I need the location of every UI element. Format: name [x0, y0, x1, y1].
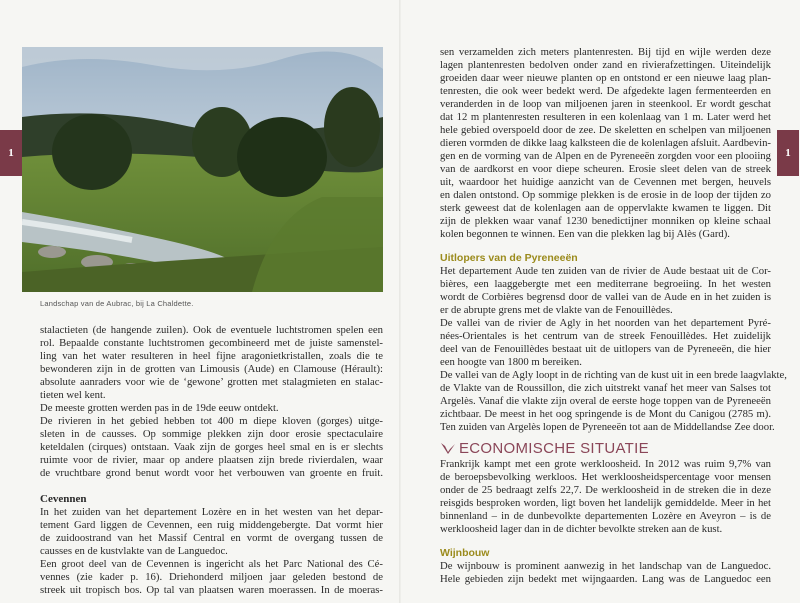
- text-line: een hoogte van 1800 m bereiken.: [440, 356, 582, 368]
- text-line: zichtbaar. De meest in het oog springende is de Mont du Canigou (2785 m).: [440, 408, 771, 420]
- text-line: streek uit tropisch bos. Op tal van plaatsen waren moerassen. In de moeras-: [40, 584, 383, 596]
- text-line: causses en de kustvlakte van de Languedoc.: [40, 545, 228, 557]
- paragraph: [440, 560, 771, 586]
- text-line: gen en de vorming van de Alpen en de Pyreneeën zorgden voor een plooiing: [440, 150, 771, 162]
- text-line: van de aardkorst en voor diepe scheuren. Erosie sleet delen van de streek: [440, 163, 771, 175]
- text-line: sleten in de causses. Op sommige plekken zijn door erosie spectaculaire: [40, 428, 383, 440]
- text-line: sen verzamelden zich meters plantenresten. Bij tijd en wijle werden deze: [440, 46, 771, 58]
- chapter-tab-left: [0, 130, 22, 176]
- text-line: Frankrijk kampt met een grote werkloosheid. In 2012 was ruim 9,7% van: [440, 458, 771, 470]
- text-line: veranderden in de loop van miljoenen jaren in steenkool. Er wordt geschat: [440, 98, 771, 110]
- text-line: rol. Bepaalde constante luchtstromen gecombineerd met de juiste samenstel-: [40, 337, 383, 349]
- chapter-number: 1: [785, 147, 791, 159]
- text-line: tieten wel kent.: [40, 389, 106, 401]
- text-line: de Vlakte van de Roussillon, die zich uitstrekt vanaf het meer van Salses tot: [440, 382, 771, 394]
- text-line: groeiden daar weer nieuwe planten op en ontstond er een nieuwe laag plan-: [440, 72, 771, 84]
- section-heading: [440, 440, 771, 458]
- text-line: bewonderen zijn in de grotten van Limousis (Aude) en Clamouse (Hérault):: [40, 363, 383, 375]
- right-text-column: [440, 46, 787, 586]
- paragraph: [40, 415, 383, 480]
- bird-logo-icon: [440, 441, 456, 457]
- text-line: tenresten, die ook weer bedekt werd. De afgedekte lagen fermenteerden en: [440, 85, 771, 97]
- heading-text: Uitlopers van de Pyreneeën: [440, 252, 578, 264]
- text-line: uit, waardoor het huidige aanzicht van de Cevennen met bergen, heuvels: [440, 176, 771, 188]
- text-line: kolen begonnen te winnen. Een van die plekken lag bij Alès (Gard).: [440, 228, 730, 240]
- text-line: Argelès. Vanaf die vlakte zijn overal de eerste hoge toppen van de Pyreneeën: [440, 395, 771, 407]
- chapter-tab-right: [777, 130, 799, 176]
- text-line: lagen plantenresten bedolven onder zand en rivierafzettingen. Uiteindelijk: [440, 59, 771, 71]
- text-line: binnenland – in de dunbevolkte departementen Lozère en Aveyron – is de: [440, 510, 771, 522]
- paragraph: [40, 558, 383, 597]
- left-text-column: [40, 324, 383, 597]
- text-line: de beroepsbevolking werkloos. Het werkloosheidspercentage voor mensen: [440, 471, 771, 483]
- paragraph: [440, 317, 771, 369]
- paragraph: [40, 402, 383, 415]
- text-line: keteldalen (cirques) ontstaan. Vaak zijn de gorges heel smal en is er slechts: [40, 441, 383, 453]
- text-line: vennes (zie kader p. 16). Driehonderd miljoen jaar geleden bestond de: [40, 571, 383, 583]
- text-line: sterk geweest dat de kolenlagen aan de oppervlakte kwamen te liggen. Dit: [440, 202, 771, 214]
- paragraph: [440, 46, 771, 241]
- chapter-number: 1: [8, 147, 14, 159]
- text-line: hele gebied overspoeld door de zee. De skeletten en schelpen van miljoenen: [440, 124, 771, 136]
- text-line: wordt de Corbières begrensd door de vallei van de Aude en in het zuiden is: [440, 291, 771, 303]
- text-line: stalactieten (de hangende zuilen). Ook de eventuele luchtstromen spelen een: [40, 324, 383, 336]
- text-line: absolute aanraders voor wie de ‘gewone’ grotten met stalagmieten en stalac-: [40, 376, 383, 388]
- paragraph: [440, 458, 771, 536]
- landscape-photo: [22, 47, 383, 292]
- paragraph: [40, 324, 383, 402]
- paragraph: [440, 369, 787, 434]
- text-line: deel van de Fenouillèdes bestaat uit de uitlopers van de Pyreneeën, die hier: [440, 343, 771, 355]
- text-line: tement Gard liggen de Cevennen, een ruig middengebergte. Dat vormt hier: [40, 519, 383, 531]
- text-line: Het departement Aude ten zuiden van de rivier de Aude bestaat uit de Cor-: [440, 265, 771, 277]
- text-line: bières, een laaggebergte met een mediterrane begroeiing. In het westen: [440, 278, 771, 290]
- text-line: De meeste grotten werden pas in de 19de eeuw ontdekt.: [40, 402, 279, 414]
- text-line: Ten zuiden van Argelès lopen de Pyreneeën tot aan de Middellandse Zee door.: [440, 421, 775, 433]
- heading-text: Cevennen: [40, 493, 87, 505]
- text-line: De vallei van de Agly loopt in de richting van de kust uit in een brede laagvlakte,: [440, 369, 787, 381]
- text-line: De wijnbouw is prominent aanwezig in het landschap van de Languedoc.: [440, 560, 771, 572]
- section-heading: [40, 492, 383, 506]
- text-line: De rivieren in het gebied hebben tot 400 m diepe kloven (gorges) uitge-: [40, 415, 383, 427]
- text-line: de zuidoostrand van het Massif Central en vormt de overgang tussen de: [40, 532, 383, 544]
- text-line: reisgids besproken worden, ligt boven het landelijk gemiddelde. Meer in het: [440, 497, 771, 509]
- text-line: de vruchtbare grond benut wordt voor het verbouwen van groente en fruit.: [40, 467, 383, 479]
- text-line: Hele gebieden zijn bedekt met wijngaarden. Lang was de Languedoc een: [440, 573, 771, 585]
- text-line: onder de 25 bedraagt zelfs 22,7. De werkloosheid in de streken die in deze: [440, 484, 771, 496]
- text-line: nées-Orientales is het centrum van de streek Fenouillèdes. Het zuidelijk: [440, 330, 771, 342]
- text-line: ling van het water resulteren in heel fijne aragonietkristallen, zoals die te: [40, 350, 383, 362]
- heading-text: ECONOMISCHE SITUATIE: [459, 440, 649, 457]
- text-line: Een groot deel van de Cevennen is ingericht als het Parc National des Cé-: [40, 558, 383, 570]
- text-line: De vallei van de rivier de Agly in het noorden van het departement Pyré-: [440, 317, 771, 329]
- heading-text: Wijnbouw: [440, 547, 490, 559]
- section-heading: [440, 546, 771, 560]
- text-line: zijn de plekken waar vanaf 1230 benedictijner monniken op kleine schaal: [440, 215, 771, 227]
- text-line: er de abrupte grens met de vlakte van de Fenouillèdes.: [440, 304, 673, 316]
- photo-caption: Landschap van de Aubrac, bij La Chaldette.: [40, 299, 194, 308]
- paragraph: [40, 506, 383, 558]
- paragraph: [440, 265, 771, 317]
- text-line: en dalen ontstond. Op sommige plekken is de erosie in de loop der tijden zo: [440, 189, 771, 201]
- text-line: dieren vormden de dikke laag kalksteen die de kolenlagen afsluit. Aardbevin-: [440, 137, 771, 149]
- book-spine: [399, 0, 401, 603]
- text-line: dat 12 m plantenresten resulteren in een kolenlaag van 1 m. Later werd het: [440, 111, 771, 123]
- text-line: ruimte voor de rivier, maar op andere plaatsen zijn brede rivierdalen, waar: [40, 454, 383, 466]
- section-heading: [440, 251, 771, 265]
- text-line: werkloosheid lager dan in de dichter bevolkte streken aan de kust.: [440, 523, 723, 535]
- text-line: In het zuiden van het departement Lozère en in het westen van het depar-: [40, 506, 383, 518]
